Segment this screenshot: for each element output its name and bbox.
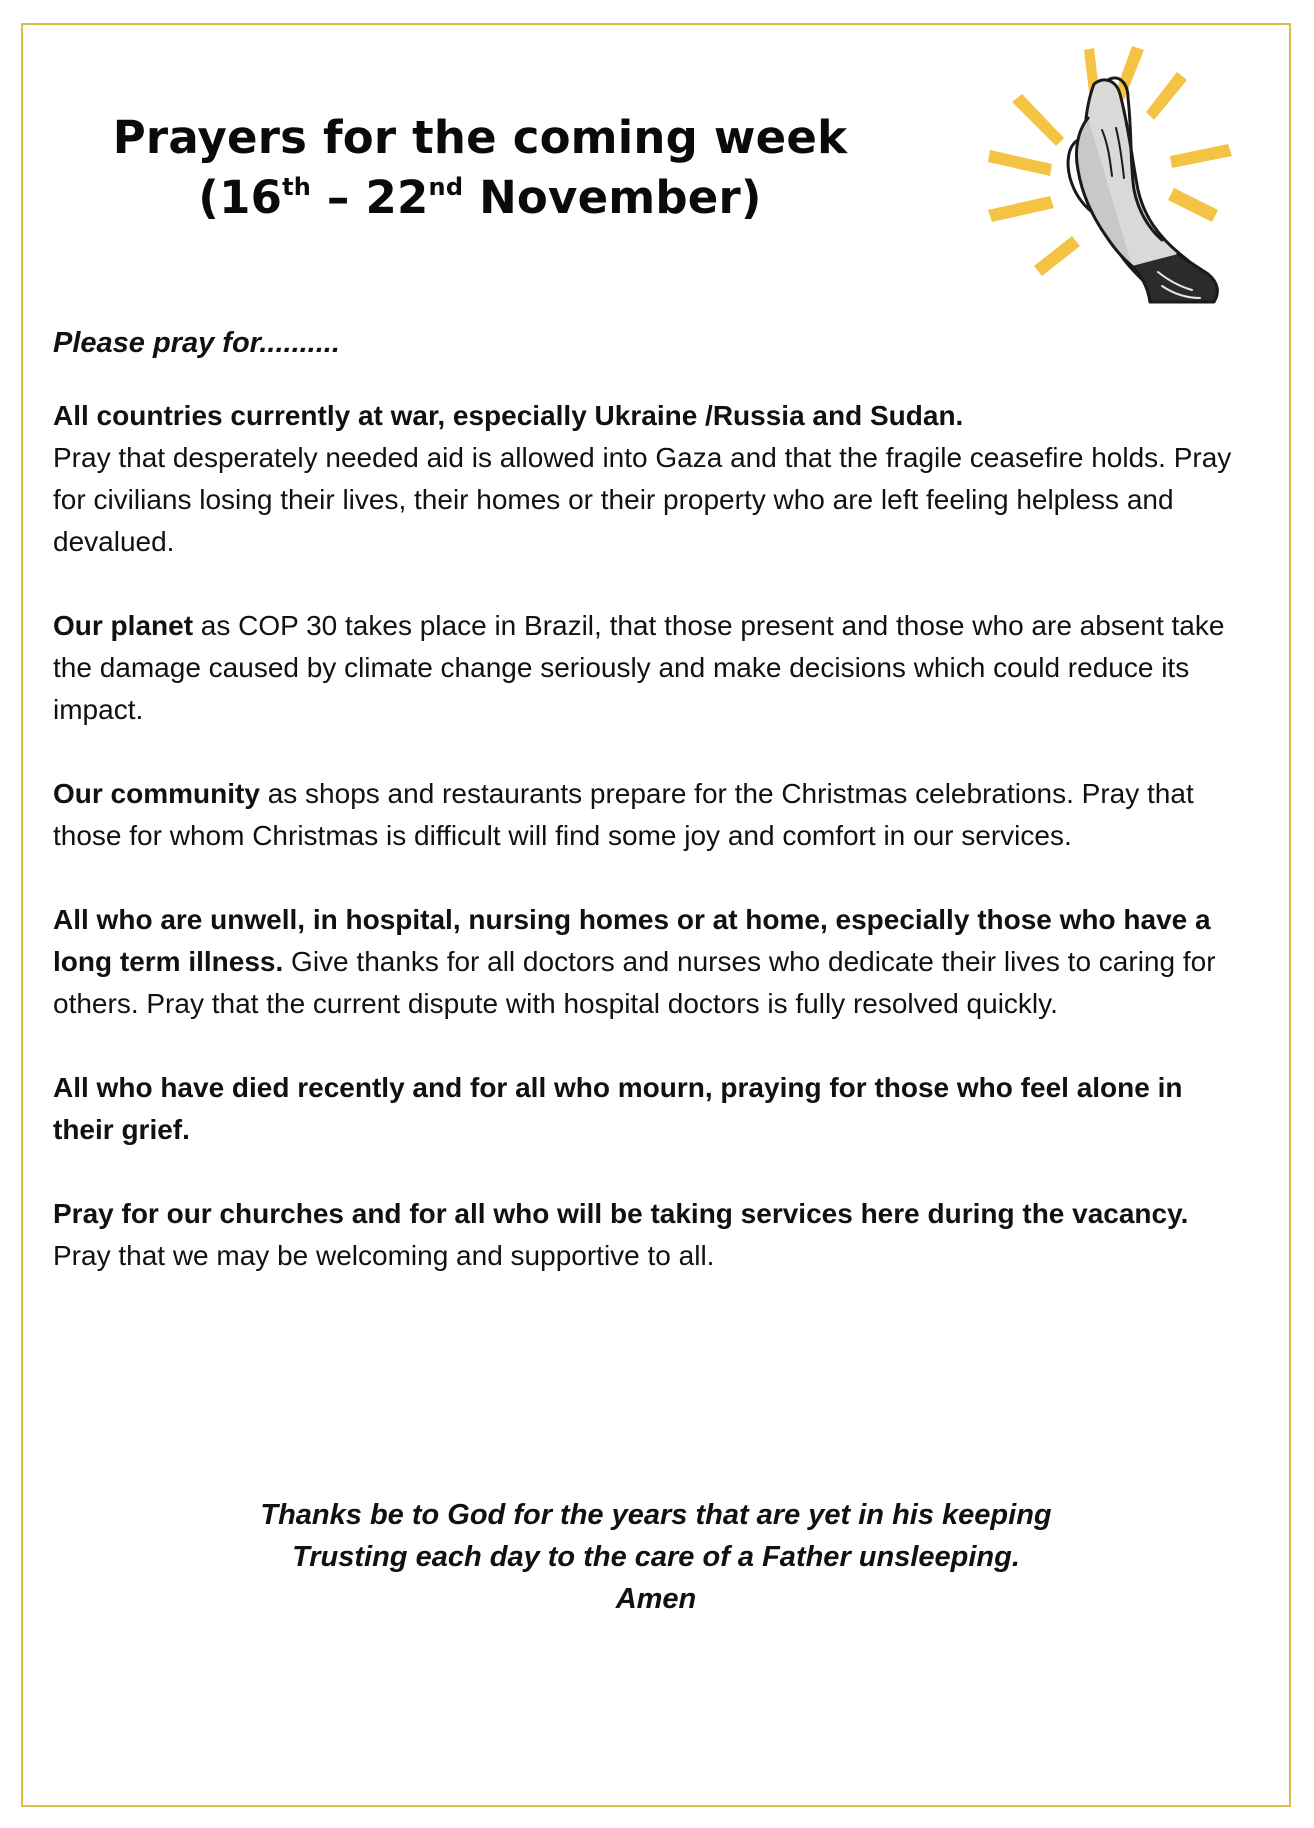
title-end-suffix: nd	[428, 173, 464, 201]
title-start-day: 16	[219, 171, 283, 224]
title-dash: –	[311, 171, 366, 224]
ray	[1034, 236, 1080, 276]
prayer-item-lead: All who are unwell, in hospital, nursing homes or at home, especially those who have a long term illness.	[53, 904, 1211, 977]
title-line-2	[100, 168, 860, 228]
prayer-item-text: Pray that we may be welcoming and supportive to all.	[53, 1240, 715, 1271]
praying-hands-icon	[982, 40, 1252, 312]
page-title	[100, 108, 860, 228]
title-start-suffix: th	[282, 173, 312, 201]
hands	[1068, 78, 1217, 302]
prayer-item-lead: All countries currently at war, especially Ukraine /Russia and Sudan.	[53, 400, 964, 431]
prayer-item	[53, 1193, 1243, 1277]
prayer-item-lead: Our planet	[53, 610, 194, 641]
ray	[1146, 72, 1187, 120]
prayer-list	[53, 395, 1243, 1319]
prayer-item-text: Give thanks for all doctors and nurses who dedicate their lives to caring for others. Pray that the current dispute with hospital doctors is fully resolved quickly.	[53, 946, 1216, 1019]
ray	[988, 150, 1052, 176]
title-open-paren: (	[198, 171, 220, 224]
title-month: November	[463, 171, 741, 224]
closing-line-2: Trusting each day to the care of a Father unsleeping.	[292, 1541, 1020, 1573]
title-close-paren: )	[740, 171, 762, 224]
prayer-item-text: as COP 30 takes place in Brazil, that those present and those who are absent take the damage caused by climate change seriously and make decisions which could reduce its impact.	[53, 610, 1225, 725]
prayer-item-lead: All who have died recently and for all who mourn, praying for those who feel alone in their grief.	[53, 1072, 1183, 1145]
prayer-item-lead: Our community	[53, 778, 260, 809]
prayer-item	[53, 395, 1243, 563]
prayer-item-lead: Pray for our churches and for all who will be taking services here during the vacancy.	[53, 1198, 1189, 1229]
title-line-1: Prayers for the coming week	[112, 111, 848, 164]
title-end-day: 22	[365, 171, 429, 224]
prayer-item	[53, 899, 1243, 1025]
ray	[988, 196, 1054, 222]
intro-heading: Please pray for..........	[53, 327, 340, 359]
ray	[1170, 144, 1232, 168]
closing-prayer	[120, 1494, 1192, 1620]
ray	[1012, 94, 1064, 146]
prayer-item-text: as shops and restaurants prepare for the Christmas celebrations. Pray that those for whom Christmas is difficult will find some joy and comfort in our services.	[53, 778, 1194, 851]
closing-amen: Amen	[615, 1583, 697, 1615]
ray	[1168, 188, 1218, 222]
prayer-item	[53, 1067, 1243, 1151]
prayer-item	[53, 605, 1243, 731]
prayer-item-text: Pray that desperately needed aid is allowed into Gaza and that the fragile ceasefire holds. Pray for civilians losing their lives, their homes or their property who are left feeling helpless and devalued.	[53, 442, 1232, 557]
prayer-item	[53, 773, 1243, 857]
closing-line-1: Thanks be to God for the years that are yet in his keeping	[260, 1499, 1052, 1531]
